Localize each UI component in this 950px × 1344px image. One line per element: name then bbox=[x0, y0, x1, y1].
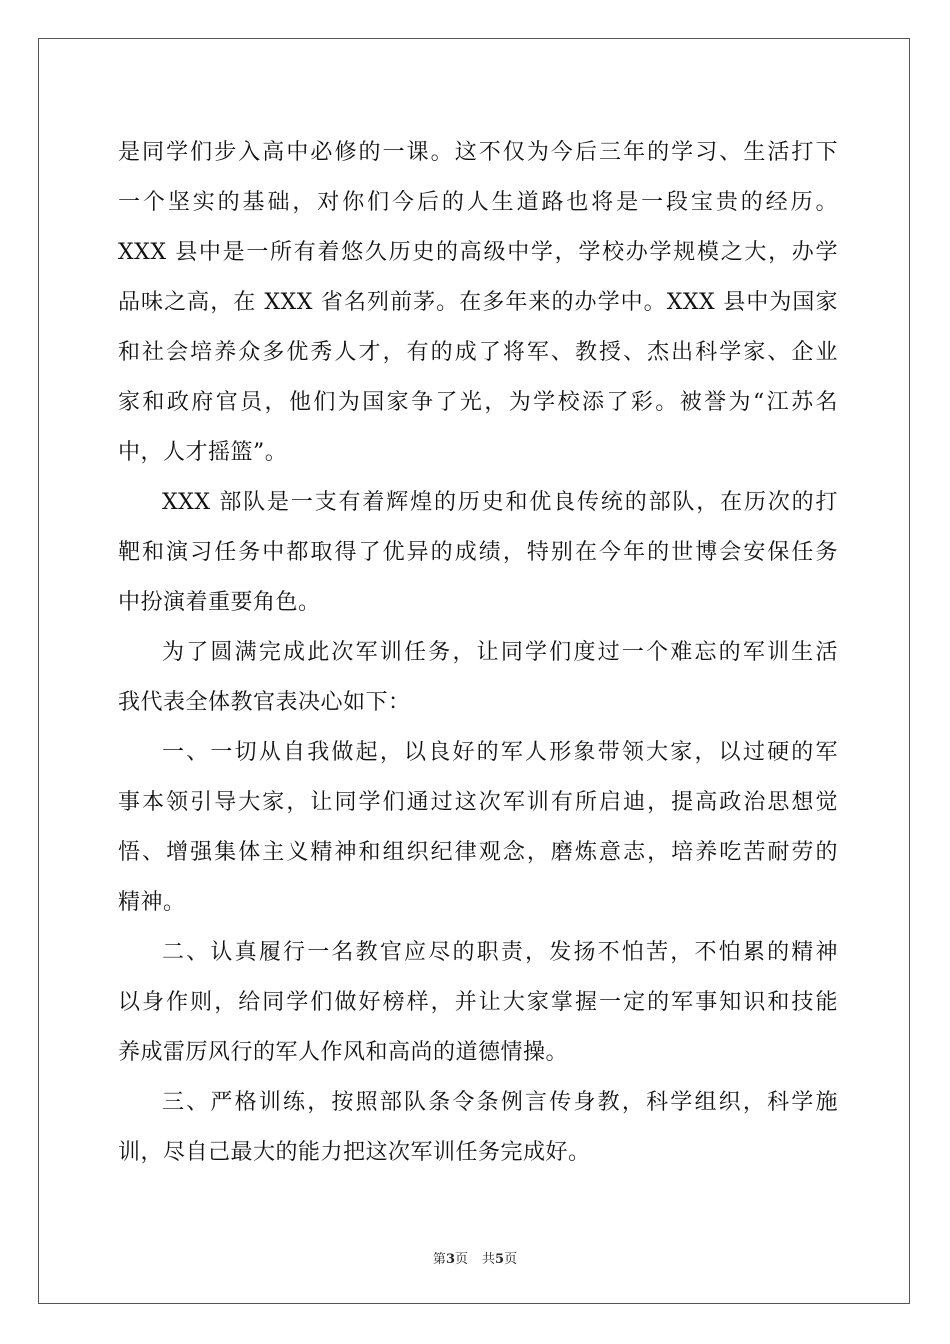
text-line: 家和政府官员，他们为国家争了光，为学校添了彩。被誉为“江苏名 bbox=[118, 390, 838, 415]
text-line: 靶和演习任务中都取得了优异的成绩，特别在今年的世博会安保任务 bbox=[118, 540, 838, 565]
page-suffix: 页 bbox=[454, 1252, 468, 1267]
text-line: 一个坚实的基础，对你们今后的人生道路也将是一段宝贵的经历。 bbox=[118, 190, 838, 215]
text-line: 中，人才摇篮”。 bbox=[118, 440, 288, 465]
total-pages: 5 bbox=[495, 1252, 505, 1267]
text-line: XXX 部队是一支有着辉煌的历史和优良传统的部队，在历次的打 bbox=[162, 490, 838, 515]
text-line: 精神。 bbox=[118, 890, 186, 915]
page-prefix: 第 bbox=[432, 1252, 446, 1267]
text-line: 二、认真履行一名教官应尽的职责，发扬不怕苦，不怕累的精神 bbox=[162, 940, 838, 965]
text-line: 品味之高，在 XXX 省名列前茅。在多年来的办学中。XXX 县中为国家 bbox=[118, 290, 838, 315]
text-line: 中扮演着重要角色。 bbox=[118, 590, 321, 615]
text-line: 以身作则，给同学们做好榜样，并让大家掌握一定的军事知识和技能 bbox=[118, 990, 838, 1015]
document-body bbox=[118, 128, 838, 1178]
text-line: 事本领引导大家，让同学们通过这次军训有所启迪，提高政治思想觉 bbox=[118, 790, 838, 815]
text-line: 我代表全体教官表决心如下： bbox=[118, 690, 411, 715]
text-line: 悟、增强集体主义精神和组织纪律观念，磨炼意志，培养吃苦耐劳的 bbox=[118, 840, 838, 865]
text-line: 三、严格训练，按照部队条令条例言传身教，科学组织，科学施 bbox=[162, 1090, 838, 1115]
total-suffix: 页 bbox=[504, 1252, 518, 1267]
page-footer bbox=[0, 1248, 950, 1267]
text-line: 一、一切从自我做起，以良好的军人形象带领大家，以过硬的军 bbox=[162, 740, 838, 765]
text-line: 和社会培养众多优秀人才，有的成了将军、教授、杰出科学家、企业 bbox=[118, 340, 838, 365]
text-line: 训，尽自己最大的能力把这次军训任务完成好。 bbox=[118, 1140, 591, 1165]
text-line: 养成雷厉风行的军人作风和高尚的道德情操。 bbox=[118, 1040, 569, 1065]
total-prefix: 共 bbox=[482, 1252, 496, 1267]
text-line: XXX 县中是一所有着悠久历史的高级中学，学校办学规模之大，办学 bbox=[118, 240, 838, 265]
text-line: 是同学们步入高中必修的一课。这不仅为今后三年的学习、生活打下 bbox=[118, 140, 838, 165]
text-line: 为了圆满完成此次军训任务，让同学们度过一个难忘的军训生活 bbox=[162, 640, 838, 665]
page-number: 3 bbox=[445, 1252, 455, 1267]
